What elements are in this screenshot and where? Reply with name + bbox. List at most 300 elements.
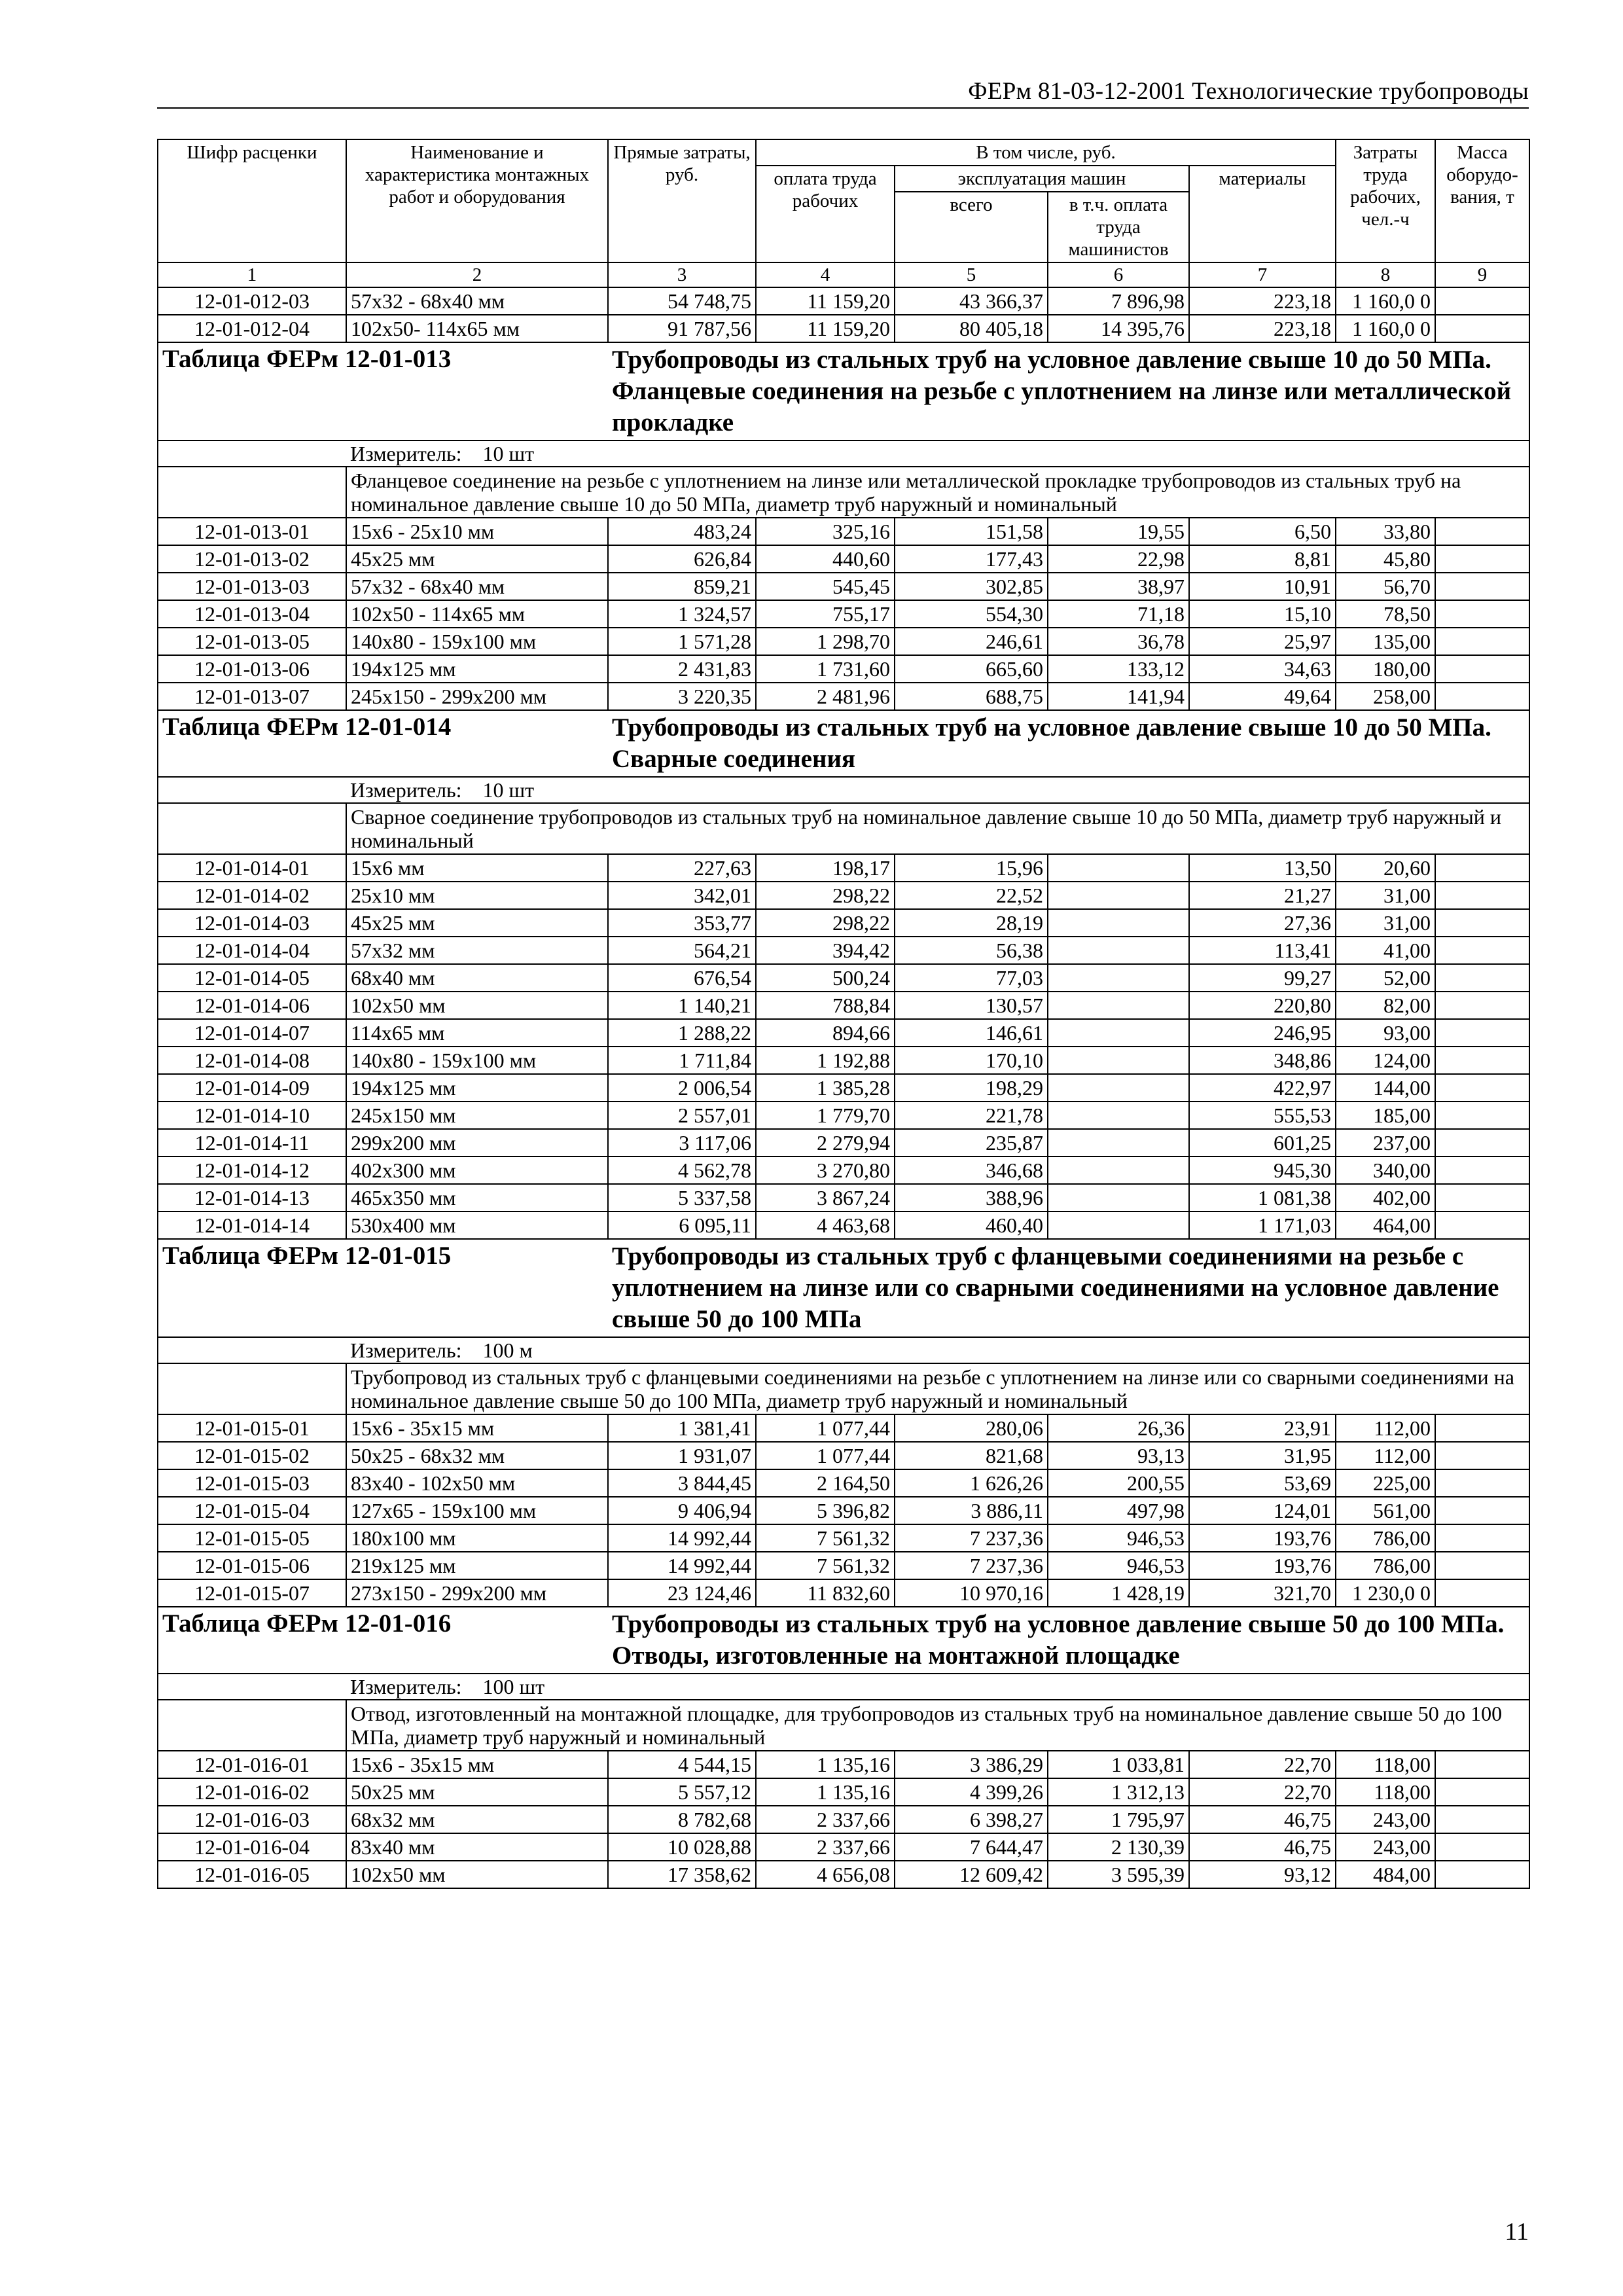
table-row — [158, 1552, 1529, 1579]
cell-hours: 484,00 — [1336, 1861, 1435, 1888]
cell-direct: 4 562,78 — [608, 1157, 756, 1184]
cell-direct: 17 358,62 — [608, 1861, 756, 1888]
cell-mass — [1435, 1861, 1529, 1888]
cell-mlabor: 14 395,76 — [1048, 315, 1189, 342]
cell-materials: 23,91 — [1189, 1414, 1336, 1442]
cell-name: 15х6 - 25х10 мм — [346, 518, 608, 545]
cell-mass — [1435, 545, 1529, 573]
cell-code: 12-01-015-07 — [158, 1579, 346, 1607]
cell-code: 12-01-013-06 — [158, 655, 346, 683]
cell-mtotal: 43 366,37 — [895, 287, 1048, 315]
cell-name: 15х6 - 35х15 мм — [346, 1414, 608, 1442]
cell-mass — [1435, 518, 1529, 545]
cell-name: 140х80 - 159х100 мм — [346, 1047, 608, 1074]
cell-direct: 483,24 — [608, 518, 756, 545]
cell-labor: 788,84 — [756, 992, 895, 1019]
cell-direct: 54 748,75 — [608, 287, 756, 315]
cell-name: 68х40 мм — [346, 964, 608, 992]
cell-mtotal: 28,19 — [895, 909, 1048, 937]
cell-mass — [1435, 1806, 1529, 1833]
cell-hours: 180,00 — [1336, 655, 1435, 683]
measure-value: 100 шт — [482, 1675, 545, 1698]
cell-hours: 225,00 — [1336, 1469, 1435, 1497]
cell-mtotal: 235,87 — [895, 1129, 1048, 1157]
cell-mlabor — [1048, 1129, 1189, 1157]
cell-mlabor: 26,36 — [1048, 1414, 1189, 1442]
cell-mlabor: 141,94 — [1048, 683, 1189, 710]
col-materials: материалы — [1189, 166, 1336, 262]
cell-code: 12-01-014-06 — [158, 992, 346, 1019]
cell-hours: 1 230,0 0 — [1336, 1579, 1435, 1607]
cell-materials: 22,70 — [1189, 1751, 1336, 1778]
cell-mtotal: 56,38 — [895, 937, 1048, 964]
cell-mtotal: 15,96 — [895, 854, 1048, 882]
cell-direct: 4 544,15 — [608, 1751, 756, 1778]
cell-name: 245х150 - 299х200 мм — [346, 683, 608, 710]
cell-mass — [1435, 1751, 1529, 1778]
cell-mass — [1435, 315, 1529, 342]
section-description-row — [158, 1700, 1529, 1751]
cell-hours: 93,00 — [1336, 1019, 1435, 1047]
cell-code: 12-01-014-03 — [158, 909, 346, 937]
cell-labor: 545,45 — [756, 573, 895, 600]
cell-code: 12-01-015-02 — [158, 1442, 346, 1469]
cell-mlabor — [1048, 964, 1189, 992]
cell-direct: 10 028,88 — [608, 1833, 756, 1861]
cell-hours: 20,60 — [1336, 854, 1435, 882]
cell-mtotal: 22,52 — [895, 882, 1048, 909]
cell-direct: 2 557,01 — [608, 1102, 756, 1129]
table-row — [158, 937, 1529, 964]
cell-hours: 464,00 — [1336, 1211, 1435, 1239]
cell-direct: 1 288,22 — [608, 1019, 756, 1047]
cell-mass — [1435, 1414, 1529, 1442]
cell-code: 12-01-012-04 — [158, 315, 346, 342]
table-row — [158, 1833, 1529, 1861]
cell-labor: 2 337,66 — [756, 1833, 895, 1861]
cell-direct: 5 557,12 — [608, 1778, 756, 1806]
cell-code: 12-01-016-05 — [158, 1861, 346, 1888]
col-mass: Масса оборудо-вания, т — [1435, 139, 1529, 262]
cell-materials: 321,70 — [1189, 1579, 1336, 1607]
section-description: Сварное соединение трубопроводов из стальных труб на номинальное давление свыше 10 до 50 МПа, диаметр труб наружный и номинальный — [346, 803, 1529, 854]
cell-mtotal: 6 398,27 — [895, 1806, 1048, 1833]
cell-mtotal: 146,61 — [895, 1019, 1048, 1047]
measure-value: 10 шт — [482, 778, 535, 802]
table-row — [158, 683, 1529, 710]
cell-direct: 1 140,21 — [608, 992, 756, 1019]
table-row — [158, 1102, 1529, 1129]
col-index: 3 — [608, 262, 756, 287]
cell-mtotal: 3 886,11 — [895, 1497, 1048, 1524]
cell-name: 102х50 мм — [346, 992, 608, 1019]
section-measure-row — [158, 440, 1529, 467]
cell-mlabor: 38,97 — [1048, 573, 1189, 600]
cell-hours: 82,00 — [1336, 992, 1435, 1019]
cell-direct: 353,77 — [608, 909, 756, 937]
cell-name: 194х125 мм — [346, 1074, 608, 1102]
cell-code: 12-01-015-04 — [158, 1497, 346, 1524]
cell-mtotal: 460,40 — [895, 1211, 1048, 1239]
col-direct: Прямые затраты, руб. — [608, 139, 756, 262]
col-labor: оплата труда рабочих — [756, 166, 895, 262]
cell-mlabor: 1 795,97 — [1048, 1806, 1189, 1833]
cell-mass — [1435, 1074, 1529, 1102]
cell-name: 530х400 мм — [346, 1211, 608, 1239]
col-index: 9 — [1435, 262, 1529, 287]
cell-labor: 298,22 — [756, 882, 895, 909]
cell-code: 12-01-016-03 — [158, 1806, 346, 1833]
cell-direct: 859,21 — [608, 573, 756, 600]
cell-mtotal: 7 644,47 — [895, 1833, 1048, 1861]
cell-labor: 2 337,66 — [756, 1806, 895, 1833]
cell-mtotal: 10 970,16 — [895, 1579, 1048, 1607]
cell-labor: 440,60 — [756, 545, 895, 573]
cell-mtotal: 554,30 — [895, 600, 1048, 628]
cell-labor: 500,24 — [756, 964, 895, 992]
cell-mtotal: 246,61 — [895, 628, 1048, 655]
cell-hours: 124,00 — [1336, 1047, 1435, 1074]
cell-name: 102х50 мм — [346, 1861, 608, 1888]
cell-materials: 113,41 — [1189, 937, 1336, 964]
cell-mass — [1435, 628, 1529, 655]
cell-mtotal: 688,75 — [895, 683, 1048, 710]
cell-mass — [1435, 600, 1529, 628]
cell-mtotal: 4 399,26 — [895, 1778, 1048, 1806]
cell-code: 12-01-014-14 — [158, 1211, 346, 1239]
cell-mlabor: 1 312,13 — [1048, 1778, 1189, 1806]
cell-labor: 7 561,32 — [756, 1524, 895, 1552]
table-row — [158, 287, 1529, 315]
cell-mlabor: 946,53 — [1048, 1552, 1189, 1579]
col-machines-labor: в т.ч. оплата труда машинистов — [1048, 192, 1189, 262]
cell-name: 102х50 - 114х65 мм — [346, 600, 608, 628]
cell-code: 12-01-014-10 — [158, 1102, 346, 1129]
cell-materials: 124,01 — [1189, 1497, 1336, 1524]
cell-code: 12-01-014-13 — [158, 1184, 346, 1211]
cell-hours: 118,00 — [1336, 1751, 1435, 1778]
cell-hours: 243,00 — [1336, 1806, 1435, 1833]
cell-labor: 1 192,88 — [756, 1047, 895, 1074]
cell-hours: 135,00 — [1336, 628, 1435, 655]
section-measure-row — [158, 1337, 1529, 1363]
cell-materials: 34,63 — [1189, 655, 1336, 683]
cell-direct: 676,54 — [608, 964, 756, 992]
cell-hours: 561,00 — [1336, 1497, 1435, 1524]
cell-code: 12-01-015-03 — [158, 1469, 346, 1497]
cell-mlabor — [1048, 1184, 1189, 1211]
cell-mlabor — [1048, 854, 1189, 882]
cell-name: 57х32 мм — [346, 937, 608, 964]
cell-mtotal: 7 237,36 — [895, 1552, 1048, 1579]
col-machines: эксплуатация машин — [895, 166, 1189, 192]
table-row — [158, 964, 1529, 992]
cell-mass — [1435, 1778, 1529, 1806]
cell-materials: 15,10 — [1189, 600, 1336, 628]
cell-mlabor: 2 130,39 — [1048, 1833, 1189, 1861]
table-header — [158, 139, 1529, 287]
cell-materials: 22,70 — [1189, 1778, 1336, 1806]
section-title: Трубопроводы из стальных труб на условное давление свыше 50 до 100 МПа. Отводы, изготовленные на монтажной площадке — [608, 1607, 1529, 1674]
section-description: Фланцевое соединение на резьбе с уплотнением на линзе или металлической прокладке трубопроводов из стальных труб на номинальное давление свыше 10 до 50 МПа, диаметр труб наружный и номинальный — [346, 467, 1529, 518]
cell-direct: 1 931,07 — [608, 1442, 756, 1469]
table-row — [158, 545, 1529, 573]
cell-code: 12-01-015-06 — [158, 1552, 346, 1579]
cell-name: 45х25 мм — [346, 909, 608, 937]
cell-mlabor: 1 428,19 — [1048, 1579, 1189, 1607]
cell-mtotal: 346,68 — [895, 1157, 1048, 1184]
cell-name: 127х65 - 159х100 мм — [346, 1497, 608, 1524]
table-row — [158, 992, 1529, 1019]
cell-mlabor — [1048, 937, 1189, 964]
cell-hours: 237,00 — [1336, 1129, 1435, 1157]
cell-materials: 193,76 — [1189, 1552, 1336, 1579]
cell-materials: 10,91 — [1189, 573, 1336, 600]
col-code: Шифр расценки — [158, 139, 346, 262]
table-row — [158, 1751, 1529, 1778]
cell-direct: 14 992,44 — [608, 1552, 756, 1579]
cell-materials: 99,27 — [1189, 964, 1336, 992]
table-row — [158, 518, 1529, 545]
cell-direct: 8 782,68 — [608, 1806, 756, 1833]
table-row — [158, 1019, 1529, 1047]
cell-labor: 298,22 — [756, 909, 895, 937]
cell-mass — [1435, 1552, 1529, 1579]
section-measure-row — [158, 777, 1529, 803]
cell-code: 12-01-014-04 — [158, 937, 346, 964]
cell-code: 12-01-015-05 — [158, 1524, 346, 1552]
cell-mass — [1435, 655, 1529, 683]
cell-labor: 11 832,60 — [756, 1579, 895, 1607]
table-row — [158, 1806, 1529, 1833]
cell-name: 194х125 мм — [346, 655, 608, 683]
cell-mass — [1435, 1833, 1529, 1861]
cell-materials: 223,18 — [1189, 315, 1336, 342]
cell-mtotal: 151,58 — [895, 518, 1048, 545]
running-header — [157, 73, 1529, 109]
cell-hours: 144,00 — [1336, 1074, 1435, 1102]
table-body — [158, 287, 1529, 1888]
cell-direct: 227,63 — [608, 854, 756, 882]
cell-mtotal: 1 626,26 — [895, 1469, 1048, 1497]
section-measure-row — [158, 1674, 1529, 1700]
table-row — [158, 1074, 1529, 1102]
cell-mlabor: 946,53 — [1048, 1524, 1189, 1552]
cell-direct: 3 844,45 — [608, 1469, 756, 1497]
cell-mtotal: 7 237,36 — [895, 1524, 1048, 1552]
section-description-row — [158, 803, 1529, 854]
section-title-row — [158, 1607, 1529, 1674]
measure-label: Измеритель: — [350, 442, 462, 465]
cell-mass — [1435, 1497, 1529, 1524]
cell-mlabor: 497,98 — [1048, 1497, 1189, 1524]
cell-labor: 1 731,60 — [756, 655, 895, 683]
page-number: 11 — [1505, 2218, 1529, 2246]
cell-materials: 25,97 — [1189, 628, 1336, 655]
col-index: 1 — [158, 262, 346, 287]
cell-labor: 325,16 — [756, 518, 895, 545]
table-row — [158, 854, 1529, 882]
cell-mass — [1435, 1579, 1529, 1607]
cell-mtotal: 12 609,42 — [895, 1861, 1048, 1888]
cell-mass — [1435, 1211, 1529, 1239]
cell-mlabor: 93,13 — [1048, 1442, 1189, 1469]
cell-labor: 4 656,08 — [756, 1861, 895, 1888]
cell-mlabor: 133,12 — [1048, 655, 1189, 683]
cell-materials: 348,86 — [1189, 1047, 1336, 1074]
cell-labor: 394,42 — [756, 937, 895, 964]
cell-direct: 5 337,58 — [608, 1184, 756, 1211]
cell-direct: 9 406,94 — [608, 1497, 756, 1524]
cell-hours: 1 160,0 0 — [1336, 287, 1435, 315]
cell-mtotal: 130,57 — [895, 992, 1048, 1019]
section-label: Таблица ФЕРм 12-01-014 — [158, 710, 608, 777]
cell-mass — [1435, 1469, 1529, 1497]
cell-direct: 14 992,44 — [608, 1524, 756, 1552]
cell-name: 245х150 мм — [346, 1102, 608, 1129]
cell-code: 12-01-013-02 — [158, 545, 346, 573]
measure-value: 100 м — [482, 1338, 533, 1362]
table-row — [158, 882, 1529, 909]
section-label: Таблица ФЕРм 12-01-015 — [158, 1239, 608, 1337]
cell-mlabor: 200,55 — [1048, 1469, 1189, 1497]
table-row — [158, 1469, 1529, 1497]
cell-direct: 3 117,06 — [608, 1129, 756, 1157]
table-row — [158, 628, 1529, 655]
cell-direct: 1 381,41 — [608, 1414, 756, 1442]
cell-direct: 2 006,54 — [608, 1074, 756, 1102]
cell-labor: 4 463,68 — [756, 1211, 895, 1239]
cell-mlabor: 1 033,81 — [1048, 1751, 1189, 1778]
cell-labor: 2 164,50 — [756, 1469, 895, 1497]
cell-hours: 786,00 — [1336, 1552, 1435, 1579]
cell-code: 12-01-012-03 — [158, 287, 346, 315]
col-incl: В том числе, руб. — [756, 139, 1336, 166]
cell-name: 140х80 - 159х100 мм — [346, 628, 608, 655]
cell-mass — [1435, 1524, 1529, 1552]
cell-mtotal: 302,85 — [895, 573, 1048, 600]
cell-hours: 112,00 — [1336, 1414, 1435, 1442]
cell-mlabor — [1048, 882, 1189, 909]
cell-code: 12-01-016-04 — [158, 1833, 346, 1861]
col-machines-total: всего — [895, 192, 1048, 262]
cell-materials: 13,50 — [1189, 854, 1336, 882]
cell-mlabor: 3 595,39 — [1048, 1861, 1189, 1888]
table-row — [158, 1524, 1529, 1552]
cell-name: 57х32 - 68х40 мм — [346, 573, 608, 600]
cell-direct: 1 324,57 — [608, 600, 756, 628]
cell-direct: 342,01 — [608, 882, 756, 909]
cell-mlabor — [1048, 1019, 1189, 1047]
col-index: 8 — [1336, 262, 1435, 287]
cell-code: 12-01-013-01 — [158, 518, 346, 545]
cell-code: 12-01-013-07 — [158, 683, 346, 710]
cell-mlabor — [1048, 1157, 1189, 1184]
cell-mass — [1435, 1019, 1529, 1047]
cell-labor: 894,66 — [756, 1019, 895, 1047]
section-description-row — [158, 467, 1529, 518]
measure-label: Измеритель: — [350, 778, 462, 802]
cell-direct: 564,21 — [608, 937, 756, 964]
cell-code: 12-01-016-01 — [158, 1751, 346, 1778]
measure-label: Измеритель: — [350, 1675, 462, 1698]
cell-mlabor: 36,78 — [1048, 628, 1189, 655]
running-header-title: ФЕРм 81-03-12-2001 Технологические трубопроводы — [968, 78, 1529, 105]
cell-mtotal: 170,10 — [895, 1047, 1048, 1074]
table-row — [158, 1211, 1529, 1239]
cell-hours: 41,00 — [1336, 937, 1435, 964]
cell-code: 12-01-013-05 — [158, 628, 346, 655]
cell-name: 83х40 мм — [346, 1833, 608, 1861]
cell-mass — [1435, 573, 1529, 600]
cell-mtotal: 221,78 — [895, 1102, 1048, 1129]
section-description: Отвод, изготовленный на монтажной площадке, для трубопроводов из стальных труб на номинальное давление свыше 50 до 100 МПа, диаметр труб наружный и номинальный — [346, 1700, 1529, 1751]
cell-direct: 1 571,28 — [608, 628, 756, 655]
cell-materials: 246,95 — [1189, 1019, 1336, 1047]
section-description-row — [158, 1363, 1529, 1414]
cell-name: 180х100 мм — [346, 1524, 608, 1552]
cell-name: 25х10 мм — [346, 882, 608, 909]
table-row — [158, 1184, 1529, 1211]
col-index: 6 — [1048, 262, 1189, 287]
cell-mass — [1435, 1184, 1529, 1211]
cell-materials: 53,69 — [1189, 1469, 1336, 1497]
cell-labor: 3 270,80 — [756, 1157, 895, 1184]
cell-materials: 49,64 — [1189, 683, 1336, 710]
cell-name: 57х32 - 68х40 мм — [346, 287, 608, 315]
table-row — [158, 573, 1529, 600]
cell-materials: 223,18 — [1189, 287, 1336, 315]
cell-name: 15х6 - 35х15 мм — [346, 1751, 608, 1778]
cell-name: 68х32 мм — [346, 1806, 608, 1833]
cell-materials: 27,36 — [1189, 909, 1336, 937]
cell-mlabor — [1048, 1102, 1189, 1129]
cell-mlabor — [1048, 992, 1189, 1019]
cell-code: 12-01-014-05 — [158, 964, 346, 992]
cell-mlabor — [1048, 1047, 1189, 1074]
cell-direct: 1 711,84 — [608, 1047, 756, 1074]
cell-materials: 46,75 — [1189, 1833, 1336, 1861]
cell-code: 12-01-014-07 — [158, 1019, 346, 1047]
cell-mlabor — [1048, 1211, 1189, 1239]
table-row — [158, 315, 1529, 342]
cell-hours: 31,00 — [1336, 909, 1435, 937]
cell-hours: 118,00 — [1336, 1778, 1435, 1806]
col-index: 5 — [895, 262, 1048, 287]
table-row — [158, 1414, 1529, 1442]
cell-materials: 8,81 — [1189, 545, 1336, 573]
cell-mass — [1435, 964, 1529, 992]
cell-name: 219х125 мм — [346, 1552, 608, 1579]
cell-mtotal: 665,60 — [895, 655, 1048, 683]
cell-mtotal: 77,03 — [895, 964, 1048, 992]
measure-value: 10 шт — [482, 442, 535, 465]
cell-mlabor: 19,55 — [1048, 518, 1189, 545]
cell-name: 273х150 - 299х200 мм — [346, 1579, 608, 1607]
cell-labor: 198,17 — [756, 854, 895, 882]
cell-mass — [1435, 882, 1529, 909]
table-row — [158, 600, 1529, 628]
cell-hours: 52,00 — [1336, 964, 1435, 992]
cell-code: 12-01-016-02 — [158, 1778, 346, 1806]
cell-materials: 21,27 — [1189, 882, 1336, 909]
cell-hours: 243,00 — [1336, 1833, 1435, 1861]
cell-mlabor — [1048, 909, 1189, 937]
cell-hours: 786,00 — [1336, 1524, 1435, 1552]
cell-hours: 112,00 — [1336, 1442, 1435, 1469]
table-row — [158, 909, 1529, 937]
col-index: 2 — [346, 262, 608, 287]
